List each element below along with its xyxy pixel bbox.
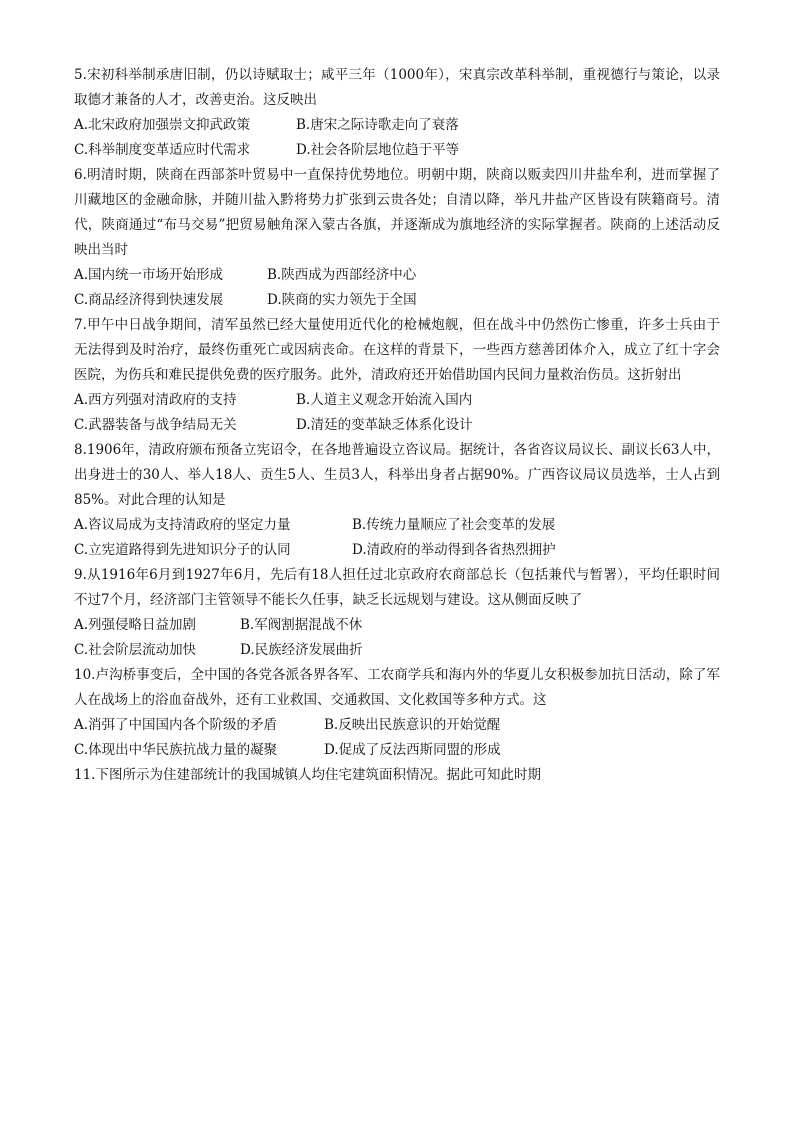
option-c[interactable]: C.社会阶层流动加快 [74, 642, 197, 658]
option-c[interactable]: C.商品经济得到快速发展 [74, 292, 224, 308]
question-5 [74, 63, 720, 163]
option-row [74, 413, 720, 438]
option-d[interactable]: D.清廷的变革缺乏体系化设计 [296, 417, 473, 433]
option-b[interactable]: B.唐宋之际诗歌走向了衰落 [296, 117, 459, 133]
question-stem: 6.明清时期，陕商在西部茶叶贸易中一直保持优势地位。明朝中期，陕商以贩卖四川井盐牟利，进而掌握了川藏地区的金融命脉，并随川盐入黔将势力扩张到云贵各处；自清以降，举凡井盐产区皆设有陕籍商号。清代，陕商通过“布马交易”把贸易触角深入蒙古各旗，并逐渐成为旗地经济的实际掌握者。陕商的上述活动反映出当时 [74, 167, 720, 258]
option-row [74, 713, 720, 738]
option-a[interactable]: A.列强侵略日益加剧 [74, 617, 197, 633]
question-8 [74, 438, 720, 563]
question-10 [74, 663, 720, 763]
question-11 [74, 763, 720, 788]
question-7 [74, 313, 720, 438]
option-b[interactable]: B.陕西成为西部经济中心 [267, 267, 417, 283]
exam-page [74, 63, 720, 1088]
option-row [74, 388, 720, 413]
option-b[interactable]: B.人道主义观念开始流入国内 [296, 392, 473, 408]
question-9 [74, 563, 720, 663]
option-row [74, 138, 720, 163]
option-a[interactable]: A.北宋政府加强崇文抑武政策 [74, 117, 251, 133]
question-stem: 5.宋初科举制承唐旧制，仍以诗赋取士；咸平三年（1000年），宋真宗改革科举制，重视德行与策论，以录取德才兼备的人才，改善吏治。这反映出 [74, 67, 720, 108]
option-row [74, 538, 720, 563]
option-d[interactable]: D.陕商的实力领先于全国 [267, 292, 417, 308]
option-c[interactable]: C.体现出中华民族抗战力量的凝聚 [74, 742, 278, 758]
option-row [74, 613, 720, 638]
option-b[interactable]: B.军阀割据混战不休 [240, 617, 363, 633]
question-stem: 8.1906年，清政府颁布预备立宪诏令，在各地普遍设立咨议局。据统计，各省咨议局议长、副议长63人中，出身进士的30人、举人18人、贡生5人、生员3人，科举出身者占据90%。广西咨议局议员选举，士人占到85%。对此合理的认知是 [74, 442, 720, 508]
question-stem: 7.甲午中日战争期间，清军虽然已经大量使用近代化的枪械炮舰，但在战斗中仍然伤亡惨重，许多士兵由于无法得到及时治疗，最终伤重死亡或因病丧命。在这样的背景下，一些西方慈善团体介入，成立了红十字会医院，为伤兵和难民提供免费的医疗服务。此外，清政府还开始借助国内民间力量救治伤员。这折射出 [74, 317, 720, 383]
option-c[interactable]: C.武器装备与战争结局无关 [74, 417, 237, 433]
question-stem: 10.卢沟桥事变后，全中国的各党各派各界各军、工农商学兵和海内外的华夏儿女积极参加抗日活动，除了军人在战场上的浴血奋战外，还有工业救国、交通救国、文化救国等多种方式。这 [74, 667, 720, 708]
option-b[interactable]: B.传统力量顺应了社会变革的发展 [352, 517, 556, 533]
option-row [74, 638, 720, 663]
option-d[interactable]: D.促成了反法西斯同盟的形成 [324, 742, 501, 758]
question-stem: 9.从1916年6月到1927年6月，先后有18人担任过北京政府农商部总长（包括兼代与暂署），平均任职时间不过7个月，经济部门主管领导不能长久任事，缺乏长远规划与建设。这从侧面反映了 [74, 567, 720, 608]
option-a[interactable]: A.消弭了中国国内各个阶级的矛盾 [74, 717, 278, 733]
option-b[interactable]: B.反映出民族意识的开始觉醒 [324, 717, 501, 733]
option-row [74, 513, 720, 538]
question-stem: 11.下图所示为住建部统计的我国城镇人均住宅建筑面积情况。据此可知此时期 [74, 767, 541, 783]
option-d[interactable]: D.清政府的举动得到各省热烈拥护 [352, 542, 556, 558]
option-d[interactable]: D.社会各阶层地位趋于平等 [296, 142, 460, 158]
option-row [74, 288, 720, 313]
question-6 [74, 163, 720, 313]
option-row [74, 738, 720, 763]
option-c[interactable]: C.科举制度变革适应时代需求 [74, 142, 251, 158]
option-a[interactable]: A.咨议局成为支持清政府的坚定力量 [74, 517, 291, 533]
option-a[interactable]: A.西方列强对清政府的支持 [74, 392, 237, 408]
option-d[interactable]: D.民族经济发展曲折 [240, 642, 363, 658]
option-c[interactable]: C.立宪道路得到先进知识分子的认同 [74, 542, 291, 558]
figure-placeholder-blank [74, 788, 720, 1088]
option-row [74, 113, 720, 138]
option-row [74, 263, 720, 288]
option-a[interactable]: A.国内统一市场开始形成 [74, 267, 224, 283]
